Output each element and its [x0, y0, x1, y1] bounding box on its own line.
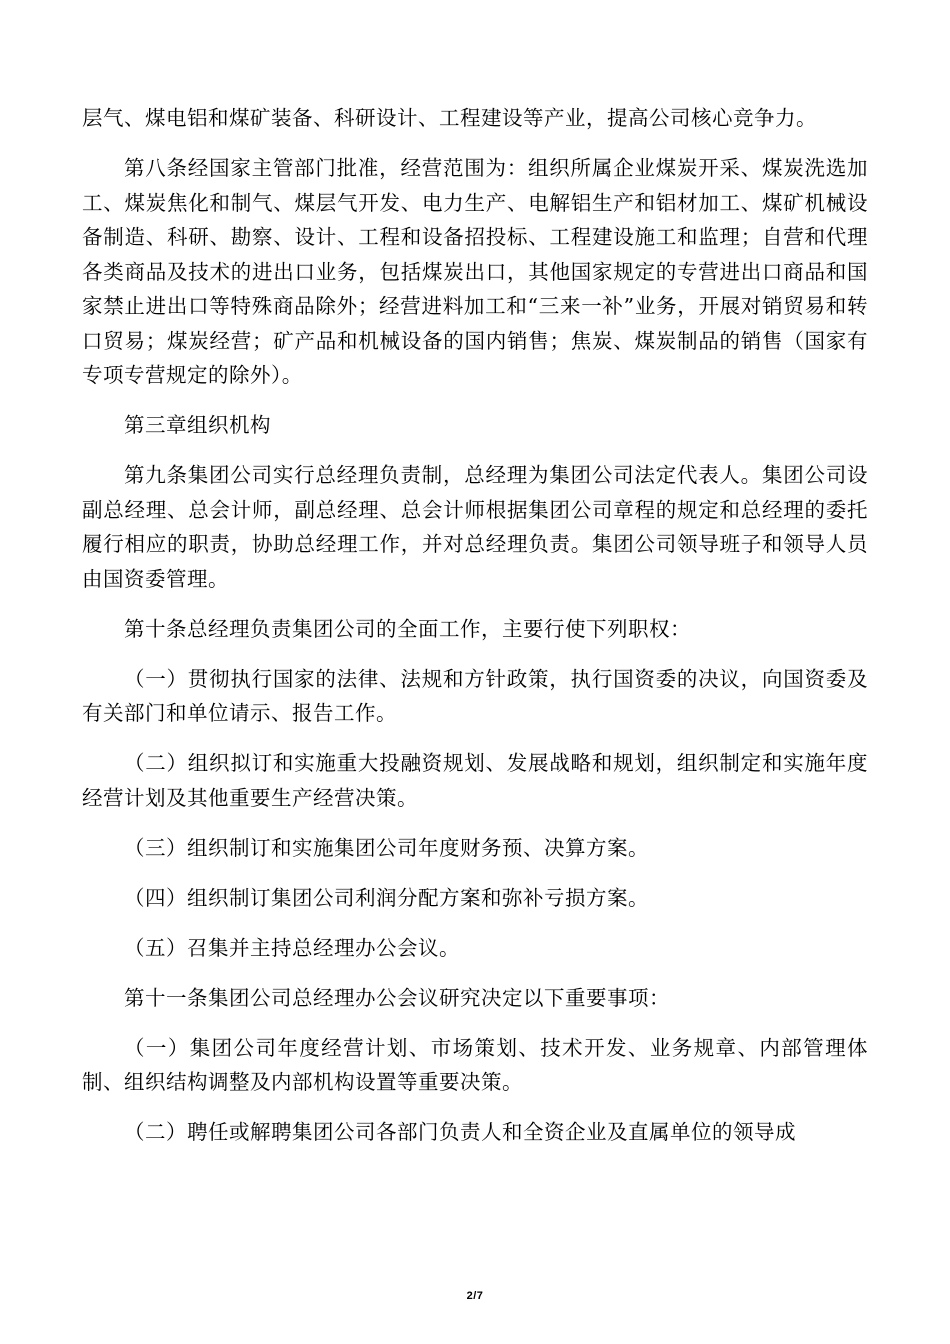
list-item: （一）集团公司年度经营计划、市场策划、技术开发、业务规章、内部管理体制、组织结构调整及内部机构设置等重要决策。 — [82, 1035, 868, 1094]
list-item: （二）聘任或解聘集团公司各部门负责人和全资企业及直属单位的领导成 — [124, 1120, 796, 1144]
document-body — [82, 101, 868, 1165]
paragraph: 第十一条集团公司总经理办公会议研究决定以下重要事项： — [124, 985, 670, 1010]
paragraph: 层气、煤电铝和煤矿装备、科研设计、工程建设等产业，提高公司核心竞争力。 — [82, 106, 817, 130]
paragraph: 第十条总经理负责集团公司的全面工作，主要行使下列职权： — [124, 616, 691, 641]
list-item: （三）组织制订和实施集团公司年度财务预、决算方案。 — [124, 835, 649, 860]
list-item: （五）召集并主持总经理办公会议。 — [124, 935, 460, 960]
list-item: （一）贯彻执行国家的法律、法规和方针政策，执行国资委的决议，向国资委及有关部门和单位请示、报告工作。 — [82, 666, 868, 725]
paragraph: 第八条经国家主管部门批准，经营范围为：组织所属企业煤炭开采、煤炭洗选加工、煤炭焦化和制气、煤层气开发、电力生产、电解铝生产和铝材加工、煤矿机械设备制造、科研、勘察、设计、工程和设备招投标、工程建设施工和监理；自营和代理各类商品及技术的进出口业务，包括煤炭出口，其他国家规定的专营进出口商品和国家禁止进出口等特殊商品除外；经营进料加工和“三来一补”业务，开展对销贸易和转口贸易；煤炭经营；矿产品和机械设备的国内销售；焦炭、煤炭制品的销售（国家有专项专营规定的除外）。 — [82, 156, 868, 387]
list-item: （二）组织拟订和实施重大投融资规划、发展战略和规划，组织制定和实施年度经营计划及其他重要生产经营决策。 — [82, 751, 868, 810]
chapter-heading: 第三章组织机构 — [124, 413, 271, 437]
list-item: （四）组织制订集团公司利润分配方案和弥补亏损方案。 — [124, 885, 649, 910]
page-number: 2/7 — [466, 1290, 484, 1302]
paragraph: 第九条集团公司实行总经理负责制，总经理为集团公司法定代表人。集团公司设副总经理、总会计师，副总经理、总会计师根据集团公司章程的规定和总经理的委托履行相应的职责，协助总经理工作，并对总经理负责。集团公司领导班子和领导人员由国资委管理。 — [82, 463, 868, 591]
